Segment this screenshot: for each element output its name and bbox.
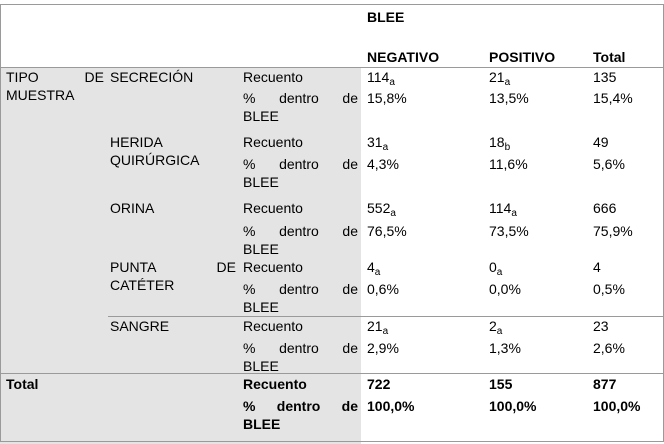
stat-label-percent-line2: BLEE xyxy=(243,358,279,374)
stat-label-percent-line2: BLEE xyxy=(243,108,279,124)
cell-count: 666 xyxy=(593,200,617,216)
stat-label-percent xyxy=(243,222,358,240)
cell-percent: 2,9% xyxy=(367,340,399,356)
subscript: a xyxy=(496,326,503,337)
header-top-rule xyxy=(0,4,664,5)
cell-count xyxy=(489,317,502,335)
cell-percent: 13,5% xyxy=(489,90,529,106)
col-header-total: Total xyxy=(593,49,626,65)
total-percent: 100,0% xyxy=(593,398,641,414)
pct-word: % xyxy=(243,90,256,106)
category-word: DE xyxy=(216,259,236,275)
subscript: a xyxy=(382,142,389,153)
row-var-word: TIPO xyxy=(6,69,39,85)
subscript: a xyxy=(511,208,517,219)
count-value: 4 xyxy=(367,259,375,275)
stat-label-recuento: Recuento xyxy=(243,259,303,275)
cell-count: 4 xyxy=(593,259,601,275)
cell-percent: 76,5% xyxy=(367,223,407,239)
group-header-blee: BLEE xyxy=(367,9,405,25)
cell-percent: 4,3% xyxy=(367,156,399,172)
cell-percent: 0,6% xyxy=(367,281,399,297)
total-count: 155 xyxy=(489,376,513,392)
pct-word: dentro xyxy=(279,156,319,172)
subscript: a xyxy=(390,208,396,219)
row-labels-shade xyxy=(0,67,361,444)
pct-word: dentro xyxy=(279,340,319,356)
cell-percent: 75,9% xyxy=(593,223,633,239)
row-var-word: DE xyxy=(84,69,104,85)
pct-word: dentro xyxy=(279,281,319,297)
total-rule xyxy=(0,373,664,374)
count-value: 21 xyxy=(489,69,505,85)
stat-label-recuento: Recuento xyxy=(243,200,303,216)
count-value: 114 xyxy=(489,200,512,216)
cell-percent: 0,0% xyxy=(489,281,521,297)
cell-count: 23 xyxy=(593,318,609,334)
left-border xyxy=(0,4,1,442)
pct-word: % xyxy=(243,281,256,297)
total-row-label: Total xyxy=(6,376,39,392)
subscript: a xyxy=(374,267,381,278)
stat-label-recuento: Recuento xyxy=(243,69,303,85)
cell-percent: 11,6% xyxy=(489,156,528,172)
cell-percent: 5,6% xyxy=(593,156,625,172)
total-percent: 100,0% xyxy=(367,398,415,414)
cell-count xyxy=(367,317,388,335)
cell-count xyxy=(367,133,388,151)
pct-word: % xyxy=(243,223,256,239)
stat-label-percent xyxy=(243,339,358,357)
stat-label-percent-line2: BLEE xyxy=(243,416,281,432)
subscript: a xyxy=(389,77,395,88)
category-label-line2: QUIRÚRGICA xyxy=(110,152,200,168)
pct-word: % xyxy=(243,156,256,172)
cell-count xyxy=(489,199,517,217)
cell-count xyxy=(367,68,395,86)
cell-count: 49 xyxy=(593,134,609,150)
cell-count xyxy=(489,258,502,276)
total-count: 722 xyxy=(367,376,391,392)
count-value: 2 xyxy=(489,318,497,334)
pct-word: de xyxy=(342,156,358,172)
pct-word: dentro xyxy=(279,90,319,106)
pct-word: de xyxy=(342,90,358,106)
stat-label-percent xyxy=(243,155,358,173)
category-label: SECRECIÓN xyxy=(110,69,194,85)
row-variable-label xyxy=(6,68,104,86)
cell-percent: 1,3% xyxy=(489,340,521,356)
subscript: a xyxy=(382,326,389,337)
pct-word: % xyxy=(243,398,256,414)
cell-count xyxy=(367,258,380,276)
stat-label-percent xyxy=(243,397,358,415)
stat-label-percent-line2: BLEE xyxy=(243,241,279,257)
cell-percent: 73,5% xyxy=(489,223,529,239)
cell-count xyxy=(489,68,510,86)
stat-label-percent xyxy=(243,280,358,298)
stat-label-recuento: Recuento xyxy=(243,134,303,150)
row-variable-label-line2: MUESTRA xyxy=(6,87,75,103)
stat-label-recuento: Recuento xyxy=(243,318,303,334)
category-word: PUNTA xyxy=(110,259,157,275)
count-value: 552 xyxy=(367,200,391,216)
col-header-positivo: POSITIVO xyxy=(489,49,556,65)
stat-label-percent-line2: BLEE xyxy=(243,299,279,315)
total-count: 877 xyxy=(593,376,617,392)
count-value: 21 xyxy=(367,318,383,334)
subscript: a xyxy=(496,267,503,278)
table-bottom-rule xyxy=(0,441,664,442)
pct-word: de xyxy=(342,223,358,239)
subscript: a xyxy=(504,77,511,88)
category-label: ORINA xyxy=(110,200,155,216)
count-value: 114 xyxy=(367,69,390,85)
pct-word: de xyxy=(341,398,358,414)
count-value: 18 xyxy=(489,134,505,150)
cell-percent: 15,8% xyxy=(367,90,407,106)
cell-percent: 2,6% xyxy=(593,340,625,356)
pct-word: dentro xyxy=(276,398,321,414)
pct-word: dentro xyxy=(279,223,319,239)
stat-label-percent xyxy=(243,89,358,107)
category-label: HERIDA xyxy=(110,134,163,150)
subscript: b xyxy=(504,142,511,153)
stat-label-percent-line2: BLEE xyxy=(243,174,279,190)
category-label: SANGRE xyxy=(110,318,170,334)
cell-count xyxy=(489,133,510,151)
col-header-negativo: NEGATIVO xyxy=(367,49,440,65)
stat-label-recuento: Recuento xyxy=(243,376,307,392)
cell-count: 135 xyxy=(593,69,617,85)
total-percent: 100,0% xyxy=(489,398,537,414)
cell-percent: 15,4% xyxy=(593,90,633,106)
pct-word: de xyxy=(342,340,358,356)
cell-count xyxy=(367,199,396,217)
count-value: 0 xyxy=(489,259,497,275)
category-label-line2: CATÉTER xyxy=(110,277,175,293)
cell-percent: 0,5% xyxy=(593,281,625,297)
category-label xyxy=(110,258,236,276)
pct-word: de xyxy=(342,281,358,297)
count-value: 31 xyxy=(367,134,383,150)
pct-word: % xyxy=(243,340,256,356)
